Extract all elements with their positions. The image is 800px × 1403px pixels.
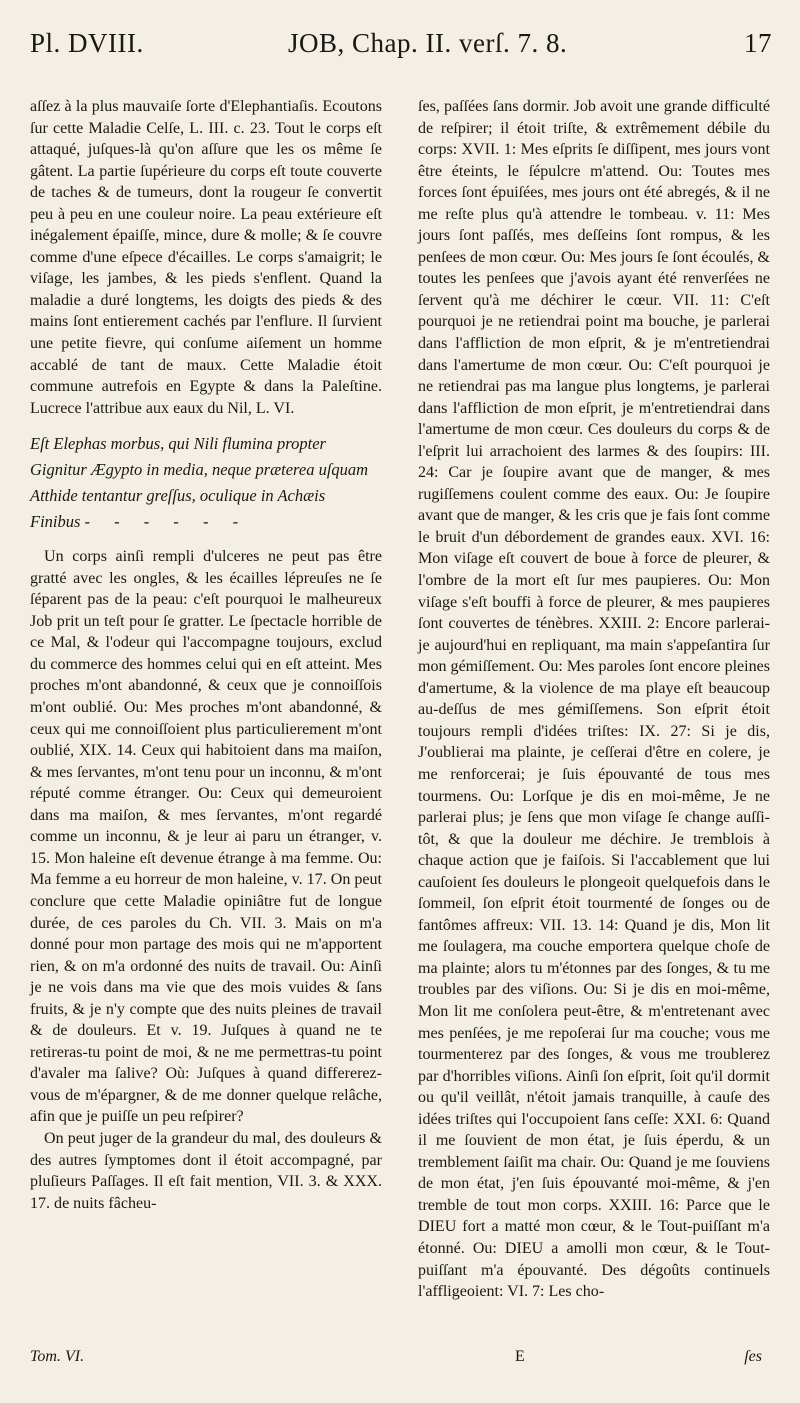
plate-number: Pl. DVIII. [30,28,144,58]
page-number: 17 [744,28,772,58]
running-title: JOB, Chap. II. verſ. 7. 8. [288,28,568,58]
left-paragraph-3: On peut juger de la grandeur du mal, des douleurs & des autres ſymptomes dont il étoit accompagné, par pluſieurs Paſſages. Il eſt fait mention, VII. 3. & XXX. 17. de nuits fâcheu- [30,1129,382,1212]
left-paragraph-1: aſſez à la plus mauvaiſe ſorte d'Elephantiaſis. Ecoutons ſur cette Maladie Celſe, L. III. c. 23. Tout le corps eſt attaqué, juſques-là qu'on aſſure que les os même ſe gâtent. La partie ſupérieure du corps eſt toute couverte de taches & de tumeurs, dont la rougeur ſe convertit peu à peu en une couleur noire. La peau extérieure eſt inégalement épaiſſe, mince, dure & molle; & ſe couvre comme d'une eſpece d'écailles. Le corps s'amaigrit; le viſage, les jambes, & les pieds s'enflent. Quand la maladie a duré longtems, les doigts des pieds & des mains ſont entierement cachés par l'enflure. Il ſurvient une petite fievre, qui conſume aiſement un homme accablé de tant de maux. Cette Maladie étoit commune autrefois en Egypte & dans la Paleſtine. Lucrece l'attribue aux eaux du Nil, L. VI. [30,98,382,417]
verse-line-1: Eſt Elephas morbus, qui Nili flumina propter [30,434,326,454]
catchword: ſes [744,1348,762,1365]
verse-line-4-text: Finibus [30,512,81,532]
volume-label: Tom. VI. [30,1348,85,1365]
latin-verse-quote [30,433,382,532]
verse-line-3: Atthide tentantur greſſus, oculique in Achæis [30,486,326,506]
page-header [30,28,772,68]
verse-ellipsis: - - - - - - [84,512,249,532]
left-column [30,96,382,1214]
signature-mark: E [515,1348,525,1365]
right-column [418,96,770,1303]
page-footer [30,1348,772,1374]
verse-line-2: Gignitur Ægypto in media, neque præterea uſquam [30,460,369,480]
verse-line-4 [30,511,382,532]
right-paragraph-1: ſes, paſſées ſans dormir. Job avoit une grande difficulté de reſpirer; il étoit triſte, & extrêmement débile du corps: XVII. 1: Mes eſprits ſe diſſipent, mes jours vont être éteints, le ſépulcre m'attend. Ou: Toutes mes forces ſont épuiſées, mes jours ont été abregés, & il ne me reſte plus qu'à attendre le tombeau. v. 11: Mes jours ſont paſſés, mes deſſeins ſont rompus, & les penſees de mon cœur. Ou: Mes jours ſe ſont écoulés, & toutes les penſees que j'avois ayant été renverſées ne ſervent qu'à me déchirer le cœur. VII. 11: C'eſt pourquoi je ne retiendrai point ma bouche, je parlerai dans l'affliction de mon eſprit, & je m'entretiendrai dans l'amertume de mon cœur. Ou: C'eſt pourquoi je ne retiendrai pas ma langue plus longtems, je parlerai dans l'affliction de mon eſprit, je m'entretiendrai dans l'amertume de mon cœur. Ces douleurs du corps & de l'eſprit lui arrachoient des larmes & des ſoupirs: III. 24: Car je ſoupire avant que de manger, & mes rugiſſemens coulent comme des eaux. Ou: Je ſoupire avant que de manger, & les cris que je fais ſont comme le bruit d'un débordement de grandes eaux. XVI. 16: Mon viſage eſt couvert de boue à force de pleurer, & l'ombre de la mort eſt ſur mes paupieres. Ou: Mon viſage s'eſt bouffi à force de pleurer, & mes paupieres ſont couvertes de ténèbres. XXIII. 2: Encore parlerai-je aujourd'hui en repliquant, ma main s'appeſantira ſur mon gémiſſement. Ou: Mes paroles ſont encore pleines d'amertume, & la violence de ma playe eſt beaucoup au-deſſus de mes gémiſſemens. Son eſprit étoit toujours rempli d'idées triſtes: IX. 27: Si je dis, J'oublierai ma plainte, je ceſſerai d'être en colere, je me renforcerai; je ſuis épouvanté de tous mes tourmens. Ou: Lorſque je dis en moi-même, Je ne parlerai plus; je ſens que mon viſage ſe change auſſi-tôt, & que la douleur me déchire. Je tremblois à chaque action que je faiſois. Si l'accablement que lui cauſoient ſes douleurs le plongeoit quelquefois dans le ſommeil, ſon eſprit étoit tourmenté de ſonges ou de fantômes affreux: VII. 13. 14: Quand je dis, Mon lit me ſoulagera, ma couche emportera quelque choſe de ma plainte; alors tu m'étonnes par des ſonges, & tu me troubles par des viſions. Ou: Si je dis en moi-même, Mon lit me conſolera peut-être, & m'entretenant avec mes penſées, je me repoſerai ſur ma couche; vous me tourmenterez par des ſonges, & vous me troublerez par d'horribles viſions. Ainſi ſon eſprit, ſoit qu'il dormit ou qu'il veillât, n'étoit jamais tranquille, à cauſe des idées triſtes qui l'occupoient ſans ceſſe: XXI. 6: Quand il me ſouvient de mon état, je ſuis éperdu, & un tremblement ſaiſit ma chair. Ou: Quand je me ſouviens de mon état, j'en ſuis épouvanté moi-même, & j'en tremble de tout mon corps. XXIII. 16: Parce que le DIEU fort a matté mon cœur, & le Tout-puiſſant m'a étonné. Ou: DIEU a amolli mon cœur, & le Tout-puiſſant m'a épouvanté. Des dégoûts continuels l'affligeoient: VI. 7: Les cho- [418,98,770,1301]
left-paragraph-2: Un corps ainſi rempli d'ulceres ne peut pas être gratté avec les ongles, & les écailles lépreuſes ne ſe ſéparent pas de la peau: c'eſt pourquoi le malheureux Job prit un teſt pour ſe gratter. Le ſpectacle horrible de ce Mal, & l'odeur qui l'accompagne toujours, exclud du commerce des hommes celui qui en eſt atteint. Mes proches m'ont abandonné, & ceux que je connoiſſois m'ont oublié. Ou: Mes proches m'ont abandonné, & ceux qui me connoiſſoient plus particulierement m'ont oublié, XIX. 14. Ceux qui habitoient dans ma maiſon, & mes ſervantes, m'ont tenu pour un inconnu, & m'ont réputé comme étranger. Ou: Ceux qui demeuroient dans ma maiſon, & mes ſervantes, m'ont regardé comme un inconnu, & je leur ai paru un étranger, v. 15. Mon haleine eſt devenue étrange à ma femme. Ou: Ma femme a eu horreur de mon haleine, v. 17. On peut conclure que cette Maladie opiniâtre fut de longue durée, de ces paroles du Ch. VII. 3. Mais on m'a donné pour mon partage des mois qui ne m'apportent rien, & on m'a ordonné des nuits de travail. Ou: Ainſi je ne vois dans ma vie que des mois vuides & ſans fruits, & je n'y compte que des nuits pleines de travail & de douleurs. Et v. 19. Juſques à quand ne te retireras-tu point de moi, & ne me permettras-tu point d'avaler ma ſalive? Où: Juſques à quand differerez-vous de m'épargner, & de me donner quelque relâche, afin que je puiſſe un peu reſpirer? [30,548,382,1126]
